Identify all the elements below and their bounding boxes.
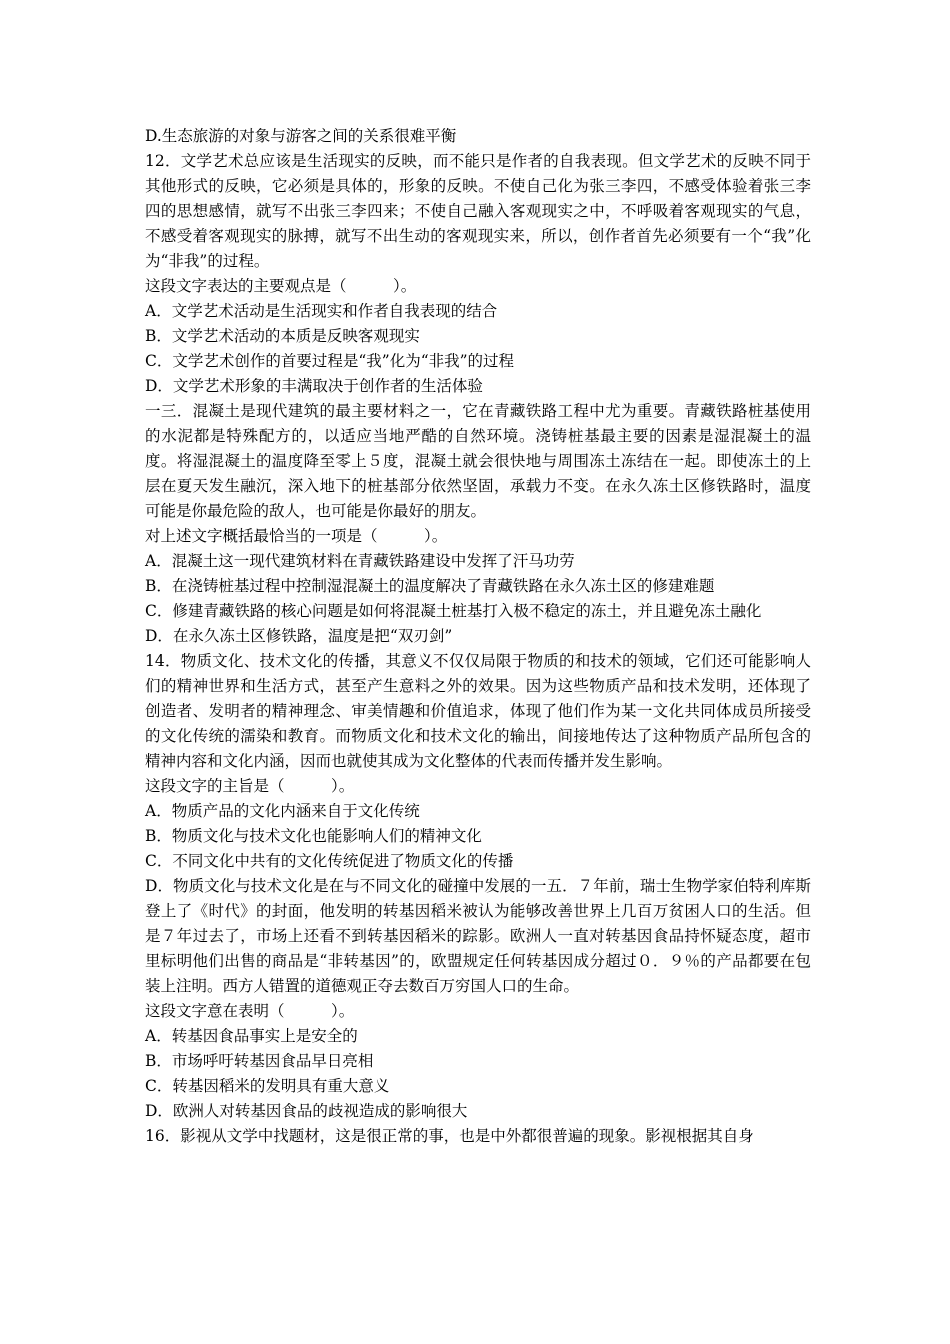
option-line: D．文学艺术形象的丰满取决于创作者的生活体验 xyxy=(145,377,483,395)
option-line: A．混凝土这一现代建筑材料在青藏铁路建设中发挥了汗马功劳 xyxy=(145,552,575,570)
document-body xyxy=(145,124,811,1149)
option-line: B．在浇铸桩基过程中控制湿混凝土的温度解决了青藏铁路在永久冻土区的修建难题 xyxy=(145,577,715,595)
option-line: A．转基因食品事实上是安全的 xyxy=(145,1027,358,1045)
question-13-paragraph: 一三．混凝土是现代建筑的最主要材料之一，它在青藏铁路工程中尤为重要。青藏铁路桩基使用的水泥都是特殊配方的，以适应当地严酷的自然环境。浇铸桩基最主要的因素是湿混凝土的温度。将湿混凝土的温度降至零上５度，混凝土就会很快地与周围冻土冻结在一起。即使冻土的上层在夏天发生融沉，深入地下的桩基部分依然坚固，承载力不变。在永久冻土区修铁路时，温度可能是你最危险的敌人，也可能是你最好的朋友。 xyxy=(145,402,811,520)
question-prompt: 对上述文字概括最恰当的一项是（ ）。 xyxy=(145,527,448,545)
option-line: C．文学艺术创作的首要过程是“我”化为“非我”的过程 xyxy=(145,352,515,370)
option-line: A．文学艺术活动是生活现实和作者自我表现的结合 xyxy=(145,302,498,320)
question-14-paragraph: 14．物质文化、技术文化的传播，其意义不仅仅局限于物质的和技术的领域，它们还可能影响人们的精神世界和生活方式，甚至产生意料之外的效果。因为这些物质产品和技术发明，还体现了创造者、发明者的精神理念、审美情趣和价值追求，体现了他们作为某一文化共同体成员所接受的文化传统的濡染和教育。而物质文化和技术文化的输出，间接地传达了这种物质产品所包含的精神内容和文化内涵，因而也就使其成为文化整体的代表而传播并发生影响。 xyxy=(145,652,811,770)
question-prompt: 这段文字表达的主要观点是（ ）。 xyxy=(145,277,417,295)
option-line: B．文学艺术活动的本质是反映客观现实 xyxy=(145,327,420,345)
option-line: D．在永久冻土区修铁路，温度是把“双刃剑” xyxy=(145,627,453,645)
option-line: D．欧洲人对转基因食品的歧视造成的影响很大 xyxy=(145,1102,468,1120)
question-prompt: 这段文字的主旨是（ ）。 xyxy=(145,777,355,795)
option-line: A．物质产品的文化内涵来自于文化传统 xyxy=(145,802,420,820)
option-line: B．市场呼吁转基因食品早日亮相 xyxy=(145,1052,374,1070)
option-line: B．物质文化与技术文化也能影响人们的精神文化 xyxy=(145,827,482,845)
question-15-paragraph: D．物质文化与技术文化是在与不同文化的碰撞中发展的一五．７年前，瑞士生物学家伯特利库斯登上了《时代》的封面，他发明的转基因稻米被认为能够改善世界上几百万贫困人口的生活。但是７年过去了，市场上还看不到转基因稻米的踪影。欧洲人一直对转基因食品持怀疑态度，超市里标明他们出售的商品是“非转基因”的，欧盟规定任何转基因成分超过０．９％的产品都要在包装上注明。西方人错置的道德观正夺去数百万穷国人口的生命。 xyxy=(145,877,811,995)
question-16-paragraph: 16．影视从文学中找题材，这是很正常的事，也是中外都很普遍的现象。影视根据其自身 xyxy=(145,1127,754,1145)
option-line: C．不同文化中共有的文化传统促进了物质文化的传播 xyxy=(145,852,514,870)
question-12-paragraph: 12．文学艺术总应该是生活现实的反映，而不能只是作者的自我表现。但文学艺术的反映不同于其他形式的反映，它必须是具体的，形象的反映。不使自己化为张三李四，不感受体验着张三李四的思想感情，就写不出张三李四来；不使自己融入客观现实之中，不呼吸着客观现实的气息，不感受着客观现实的脉搏，就写不出生动的客观现实来，所以，创作者首先必须要有一个“我”化为“非我”的过程。 xyxy=(145,152,811,270)
question-prompt: 这段文字意在表明（ ）。 xyxy=(145,1002,355,1020)
option-line: D.生态旅游的对象与游客之间的关系很难平衡 xyxy=(145,127,457,145)
option-line: C．转基因稻米的发明具有重大意义 xyxy=(145,1077,390,1095)
option-line: C．修建青藏铁路的核心问题是如何将混凝土桩基打入极不稳定的冻土，并且避免冻土融化 xyxy=(145,602,762,620)
